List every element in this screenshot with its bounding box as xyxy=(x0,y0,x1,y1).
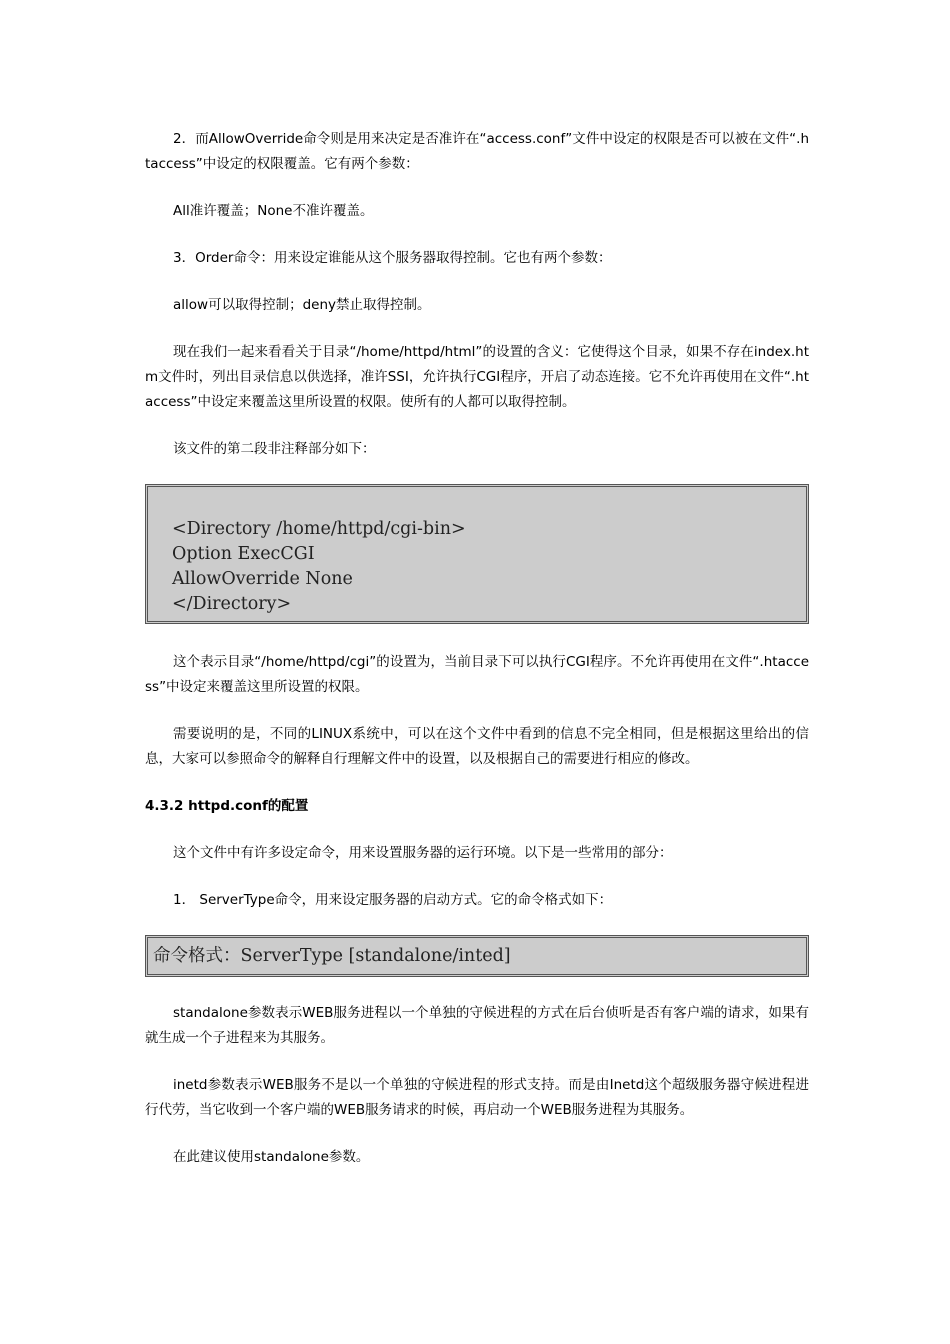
paragraph-allowoverride-params: All准许覆盖；None不准许覆盖。 xyxy=(173,203,374,219)
paragraph-inetd: inetd参数表示WEB服务不是以一个单独的守候进程的形式支持。而是由Inetd这个超级服务器守候进程进行代劳，当它收到一个客户端的WEB服务请求的时候，再启动一个WEB服务进程为其服务。 xyxy=(145,1077,809,1118)
paragraph-httpd-intro: 这个文件中有许多设定命令，用来设置服务器的运行环境。以下是一些常用的部分： xyxy=(173,845,673,861)
section-heading: 4.3.2 httpd.conf的配置 xyxy=(145,798,309,814)
paragraph-order: 3．Order命令：用来设定谁能从这个服务器取得控制。它也有两个参数： xyxy=(173,250,612,266)
paragraph-standalone: standalone参数表示WEB服务进程以一个单独的守候进程的方式在后台侦听是否有客户端的请求，如果有就生成一个子进程来为其服务。 xyxy=(145,1005,809,1046)
code-line: AllowOverride None xyxy=(172,569,353,589)
code-line: </Directory> xyxy=(172,594,292,614)
paragraph-linux-note: 需要说明的是，不同的LINUX系统中，可以在这个文件中看到的信息不完全相同，但是根据这里给出的信息，大家可以参照命令的解释自行理解文件中的设置，以及根据自己的需要进行相应的修改。 xyxy=(145,726,809,767)
paragraph-servertype: 1． ServerType命令，用来设定服务器的启动方式。它的命令格式如下： xyxy=(173,892,613,908)
paragraph-order-params: allow可以取得控制；deny禁止取得控制。 xyxy=(173,297,431,313)
paragraph-recommendation: 在此建议使用standalone参数。 xyxy=(173,1149,370,1165)
paragraph-cgi-dir-meaning: 这个表示目录“/home/httpd/cgi”的设置为，当前目录下可以执行CGI程序。不允许再使用在文件“.htaccess”中设定来覆盖这里所设置的权限。 xyxy=(145,654,809,695)
paragraph-html-dir-meaning: 现在我们一起来看看关于目录“/home/httpd/html”的设置的含义：它使得这个目录，如果不存在index.htm文件时，列出目录信息以供选择，准许SSI，允许执行CGI程序，开启了动态连接。它不允许再使用在文件“.htaccess”中设定来覆盖这里所设置的权限。使所有的人都可以取得控制。 xyxy=(145,344,809,410)
paragraph-allowoverride: 2．而AllowOverride命令则是用来决定是否准许在“access.conf”文件中设定的权限是否可以被在文件“.htaccess”中设定的权限覆盖。它有两个参数： xyxy=(145,131,809,172)
code-line: Option ExecCGI xyxy=(172,544,315,564)
command-format-box: 命令格式：ServerType [standalone/inted] xyxy=(145,935,809,977)
paragraph-second-section-intro: 该文件的第二段非注释部分如下： xyxy=(173,441,376,457)
code-line: <Directory /home/httpd/cgi-bin> xyxy=(172,519,466,539)
document-page xyxy=(145,127,809,1192)
code-block xyxy=(145,484,809,624)
